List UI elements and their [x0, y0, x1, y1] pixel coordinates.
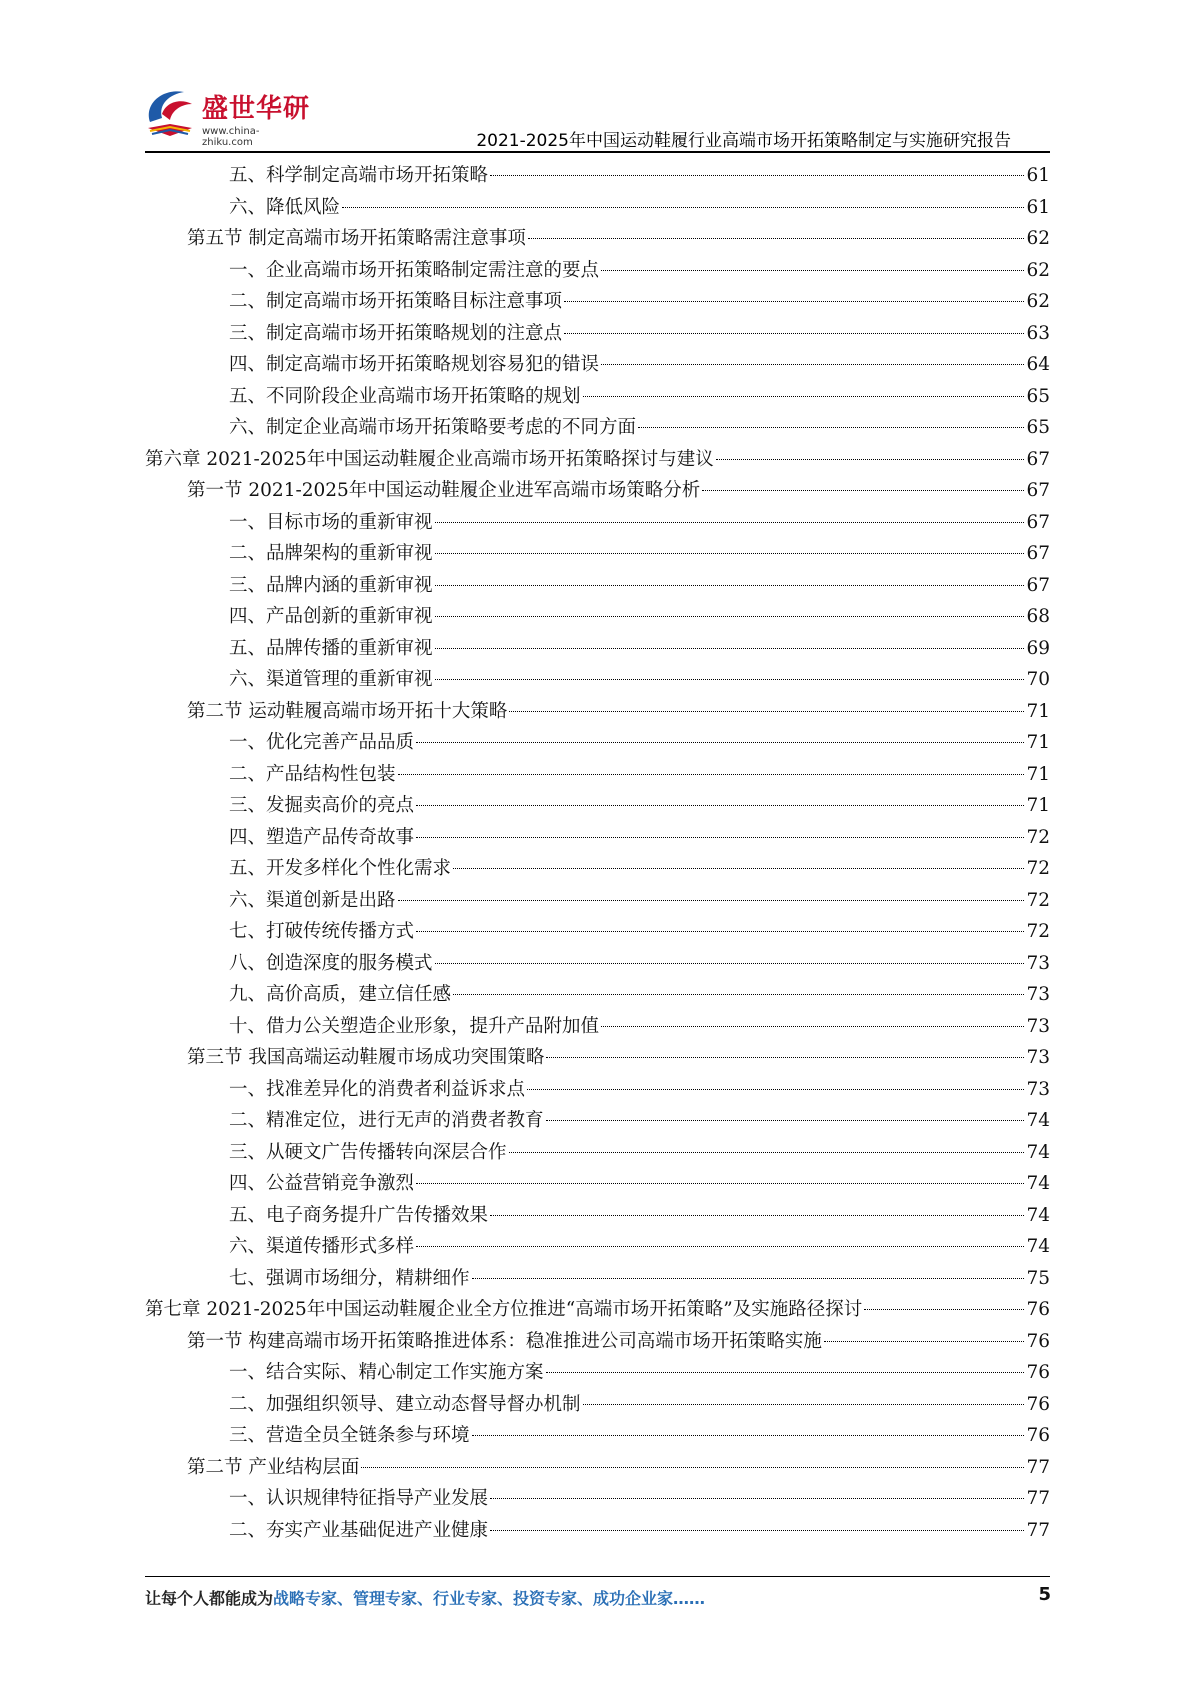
toc-dot-leader	[342, 207, 1024, 208]
page-header	[0, 0, 1191, 160]
toc-dot-leader	[416, 1246, 1024, 1247]
toc-entry[interactable]	[145, 853, 1050, 885]
toc-entry-page: 63	[1026, 322, 1050, 344]
toc-entry-title: 一、目标市场的重新审视	[229, 511, 433, 533]
toc-entry[interactable]	[145, 160, 1050, 192]
toc-entry-page: 71	[1026, 763, 1050, 785]
toc-entry[interactable]	[145, 255, 1050, 287]
toc-entry[interactable]	[145, 192, 1050, 224]
toc-entry[interactable]	[145, 1074, 1050, 1106]
toc-entry-page: 71	[1026, 795, 1050, 816]
toc-entry-title: 第二节 产业结构层面	[187, 1456, 360, 1478]
footer-divider	[145, 1576, 1050, 1577]
toc-entry-title: 二、加强组织领导、建立动态督导督办机制	[229, 1393, 581, 1415]
toc-entry-page: 76	[1026, 1299, 1050, 1320]
toc-entry[interactable]	[145, 759, 1050, 791]
toc-entry-title: 五、科学制定高端市场开拓策略	[229, 165, 489, 186]
toc-entry-title: 七、强调市场细分，精耕细作	[229, 1267, 470, 1289]
toc-entry[interactable]	[145, 1452, 1050, 1484]
toc-dot-leader	[824, 1341, 1025, 1342]
toc-entry[interactable]	[145, 1326, 1050, 1358]
toc-entry-title: 五、品牌传播的重新审视	[229, 637, 433, 659]
toc-entry-title: 一、找准差异化的消费者利益诉求点	[229, 1078, 526, 1100]
toc-entry-page: 77	[1026, 1519, 1050, 1541]
toc-dot-leader	[435, 522, 1025, 523]
toc-dot-leader	[416, 805, 1024, 806]
toc-dot-leader	[546, 1372, 1025, 1373]
toc-entry-page: 65	[1026, 417, 1050, 438]
toc-entry-page: 62	[1026, 228, 1050, 249]
toc-entry-title: 一、认识规律特征指导产业发展	[229, 1488, 489, 1509]
toc-dot-leader	[472, 1278, 1025, 1279]
toc-dot-leader	[416, 1183, 1024, 1184]
toc-entry-page: 67	[1026, 543, 1050, 564]
toc-entry-page: 71	[1026, 732, 1050, 753]
toc-entry-title: 五、电子商务提升广告传播效果	[229, 1204, 489, 1226]
toc-entry[interactable]	[145, 1168, 1050, 1200]
toc-entry-title: 一、企业高端市场开拓策略制定需注意的要点	[229, 259, 600, 281]
toc-entry[interactable]	[145, 570, 1050, 602]
toc-entry-page: 65	[1026, 385, 1050, 407]
toc-entry[interactable]	[145, 1105, 1050, 1137]
toc-dot-leader	[528, 238, 1025, 239]
toc-entry[interactable]	[145, 538, 1050, 570]
toc-entry[interactable]	[145, 664, 1050, 696]
toc-dot-leader	[546, 1120, 1025, 1121]
toc-dot-leader	[716, 459, 1025, 460]
footer-slogan	[145, 1586, 705, 1609]
toc-entry-title: 第五节 制定高端市场开拓策略需注意事项	[187, 228, 526, 249]
toc-dot-leader	[472, 1435, 1025, 1436]
toc-entry-page: 71	[1026, 700, 1050, 722]
toc-entry-title: 三、品牌内涵的重新审视	[229, 574, 433, 596]
toc-entry[interactable]	[145, 696, 1050, 728]
toc-dot-leader	[864, 1309, 1024, 1310]
toc-entry-title: 三、发掘卖高价的亮点	[229, 795, 415, 816]
toc-entry-page: 73	[1026, 1047, 1050, 1068]
slogan-highlight: 战略专家、管理专家、行业专家、投资专家、成功企业家……	[273, 1589, 706, 1608]
toc-entry[interactable]	[145, 349, 1050, 381]
toc-entry-page: 76	[1026, 1362, 1050, 1383]
toc-dot-leader	[564, 301, 1024, 302]
toc-entry-title: 第七章 2021-2025年中国运动鞋履企业全方位推进“高端市场开拓策略”及实施路径探讨	[145, 1299, 863, 1320]
toc-dot-leader	[490, 1498, 1024, 1499]
toc-entry-page: 61	[1026, 196, 1050, 218]
toc-entry[interactable]	[145, 916, 1050, 948]
header-divider	[145, 151, 1050, 153]
toc-entry-title: 四、产品创新的重新审视	[229, 606, 433, 627]
toc-entry[interactable]	[145, 979, 1050, 1011]
toc-entry-page: 72	[1026, 858, 1050, 879]
toc-dot-leader	[702, 490, 1024, 491]
toc-entry[interactable]	[145, 601, 1050, 633]
logo-text: 盛世华研	[202, 94, 311, 124]
toc-entry-title: 五、开发多样化个性化需求	[229, 858, 452, 879]
toc-entry-title: 第一节 构建高端市场开拓策略推进体系：稳准推进公司高端市场开拓策略实施	[187, 1330, 822, 1352]
toc-entry-page: 67	[1026, 448, 1050, 470]
toc-dot-leader	[453, 994, 1024, 995]
slogan-prefix: 让每个人都能成为	[145, 1589, 274, 1608]
toc-dot-leader	[361, 1467, 1024, 1468]
toc-dot-leader	[546, 1057, 1024, 1058]
toc-entry[interactable]	[145, 444, 1050, 476]
toc-entry-page: 72	[1026, 826, 1050, 848]
toc-entry-title: 二、制定高端市场开拓策略目标注意事项	[229, 291, 563, 312]
toc-entry-page: 74	[1026, 1236, 1050, 1257]
toc-entry[interactable]	[145, 223, 1050, 255]
toc-entry[interactable]	[145, 381, 1050, 413]
toc-entry[interactable]	[145, 475, 1050, 507]
toc-entry[interactable]	[145, 633, 1050, 665]
toc-entry-page: 61	[1026, 165, 1050, 186]
toc-entry-page: 76	[1026, 1425, 1050, 1446]
table-of-contents	[145, 160, 1050, 1546]
toc-dot-leader	[490, 1215, 1024, 1216]
toc-entry-title: 第一节 2021-2025年中国运动鞋履企业进军高端市场策略分析	[187, 480, 701, 501]
toc-entry-page: 77	[1026, 1488, 1050, 1509]
toc-entry[interactable]	[145, 1515, 1050, 1547]
toc-entry-page: 74	[1026, 1141, 1050, 1163]
toc-entry-page: 67	[1026, 574, 1050, 596]
toc-dot-leader	[416, 742, 1024, 743]
toc-entry-title: 二、精准定位，进行无声的消费者教育	[229, 1110, 544, 1131]
toc-entry[interactable]	[145, 885, 1050, 917]
toc-entry-title: 三、营造全员全链条参与环境	[229, 1425, 470, 1446]
toc-dot-leader	[416, 931, 1024, 932]
toc-entry[interactable]	[145, 790, 1050, 822]
toc-entry-page: 64	[1026, 354, 1050, 375]
toc-entry-title: 第二节 运动鞋履高端市场开拓十大策略	[187, 700, 508, 722]
toc-entry-page: 72	[1026, 921, 1050, 942]
toc-entry[interactable]	[145, 1231, 1050, 1263]
toc-dot-leader	[601, 270, 1024, 271]
toc-entry-page: 67	[1026, 480, 1050, 501]
toc-dot-leader	[490, 175, 1024, 176]
page-number: 5	[1038, 1584, 1051, 1605]
toc-entry-title: 二、品牌架构的重新审视	[229, 543, 433, 564]
toc-entry[interactable]	[145, 727, 1050, 759]
report-title: 2021-2025年中国运动鞋履行业高端市场开拓策略制定与实施研究报告	[476, 131, 1011, 151]
toc-entry[interactable]	[145, 412, 1050, 444]
toc-entry[interactable]	[145, 1263, 1050, 1295]
toc-entry-page: 73	[1026, 1078, 1050, 1100]
toc-entry-page: 74	[1026, 1204, 1050, 1226]
toc-entry-title: 第六章 2021-2025年中国运动鞋履企业高端市场开拓策略探讨与建议	[145, 448, 714, 470]
toc-entry-page: 76	[1026, 1330, 1050, 1352]
toc-dot-leader	[453, 868, 1024, 869]
toc-entry-title: 六、渠道传播形式多样	[229, 1236, 415, 1257]
toc-entry[interactable]	[145, 286, 1050, 318]
toc-entry-title: 九、高价高质，建立信任感	[229, 984, 452, 1005]
toc-entry-page: 75	[1026, 1267, 1050, 1289]
toc-entry-page: 77	[1026, 1456, 1050, 1478]
toc-entry-title: 六、渠道创新是出路	[229, 889, 396, 911]
toc-entry-title: 二、夯实产业基础促进产业健康	[229, 1519, 489, 1541]
toc-entry-title: 三、从硬文广告传播转向深层合作	[229, 1141, 507, 1163]
toc-entry-page: 70	[1026, 669, 1050, 690]
toc-entry-page: 68	[1026, 606, 1050, 627]
toc-dot-leader	[564, 333, 1024, 334]
toc-entry-page: 74	[1026, 1110, 1050, 1131]
toc-entry-page: 73	[1026, 984, 1050, 1005]
logo-emblem-icon	[140, 84, 202, 144]
toc-entry-page: 73	[1026, 1015, 1050, 1037]
toc-entry-title: 六、降低风险	[229, 196, 341, 218]
toc-entry-title: 四、制定高端市场开拓策略规划容易犯的错误	[229, 354, 600, 375]
toc-entry-title: 六、制定企业高端市场开拓策略要考虑的不同方面	[229, 417, 637, 438]
toc-entry[interactable]	[145, 1483, 1050, 1515]
toc-entry-title: 七、打破传统传播方式	[229, 921, 415, 942]
toc-entry[interactable]	[145, 822, 1050, 854]
toc-dot-leader	[509, 1152, 1025, 1153]
toc-entry[interactable]	[145, 1042, 1050, 1074]
toc-dot-leader	[527, 1089, 1024, 1090]
toc-dot-leader	[435, 963, 1025, 964]
toc-entry-title: 八、创造深度的服务模式	[229, 952, 433, 974]
toc-entry-title: 四、公益营销竞争激烈	[229, 1173, 415, 1194]
toc-dot-leader	[509, 711, 1024, 712]
toc-entry[interactable]	[145, 1357, 1050, 1389]
toc-entry-title: 一、优化完善产品品质	[229, 732, 415, 753]
toc-entry[interactable]	[145, 1200, 1050, 1232]
toc-dot-leader	[601, 1026, 1024, 1027]
toc-entry-page: 74	[1026, 1173, 1050, 1194]
toc-entry-title: 一、结合实际、精心制定工作实施方案	[229, 1362, 544, 1383]
toc-dot-leader	[601, 364, 1024, 365]
toc-entry-title: 十、借力公关塑造企业形象，提升产品附加值	[229, 1015, 600, 1037]
toc-entry-page: 76	[1026, 1393, 1050, 1415]
toc-dot-leader	[435, 648, 1025, 649]
toc-dot-leader	[416, 837, 1024, 838]
toc-entry-title: 四、塑造产品传奇故事	[229, 826, 415, 848]
toc-entry[interactable]	[145, 1294, 1050, 1326]
toc-entry[interactable]	[145, 1420, 1050, 1452]
toc-dot-leader	[398, 900, 1025, 901]
toc-entry-page: 73	[1026, 952, 1050, 974]
toc-entry[interactable]	[145, 1011, 1050, 1043]
toc-dot-leader	[583, 396, 1025, 397]
toc-dot-leader	[435, 553, 1025, 554]
toc-entry-page: 72	[1026, 889, 1050, 911]
toc-entry-page: 69	[1026, 637, 1050, 659]
toc-dot-leader	[583, 1404, 1025, 1405]
toc-entry[interactable]	[145, 948, 1050, 980]
toc-entry-title: 二、产品结构性包装	[229, 763, 396, 785]
toc-entry-title: 三、制定高端市场开拓策略规划的注意点	[229, 322, 563, 344]
toc-entry-title: 六、渠道管理的重新审视	[229, 669, 433, 690]
toc-dot-leader	[398, 774, 1025, 775]
toc-dot-leader	[638, 427, 1024, 428]
logo-url: www.china-zhiku.com	[202, 126, 260, 148]
toc-entry-title: 五、不同阶段企业高端市场开拓策略的规划	[229, 385, 581, 407]
toc-entry-page: 62	[1026, 259, 1050, 281]
toc-entry-page: 62	[1026, 291, 1050, 312]
company-logo	[140, 84, 310, 154]
toc-entry[interactable]	[145, 318, 1050, 350]
toc-entry-page: 67	[1026, 511, 1050, 533]
toc-dot-leader	[435, 585, 1025, 586]
toc-entry-title: 第三节 我国高端运动鞋履市场成功突围策略	[187, 1047, 545, 1068]
toc-entry[interactable]	[145, 1389, 1050, 1421]
toc-entry[interactable]	[145, 1137, 1050, 1169]
toc-dot-leader	[435, 679, 1025, 680]
toc-dot-leader	[490, 1530, 1024, 1531]
toc-entry[interactable]	[145, 507, 1050, 539]
toc-dot-leader	[435, 616, 1025, 617]
